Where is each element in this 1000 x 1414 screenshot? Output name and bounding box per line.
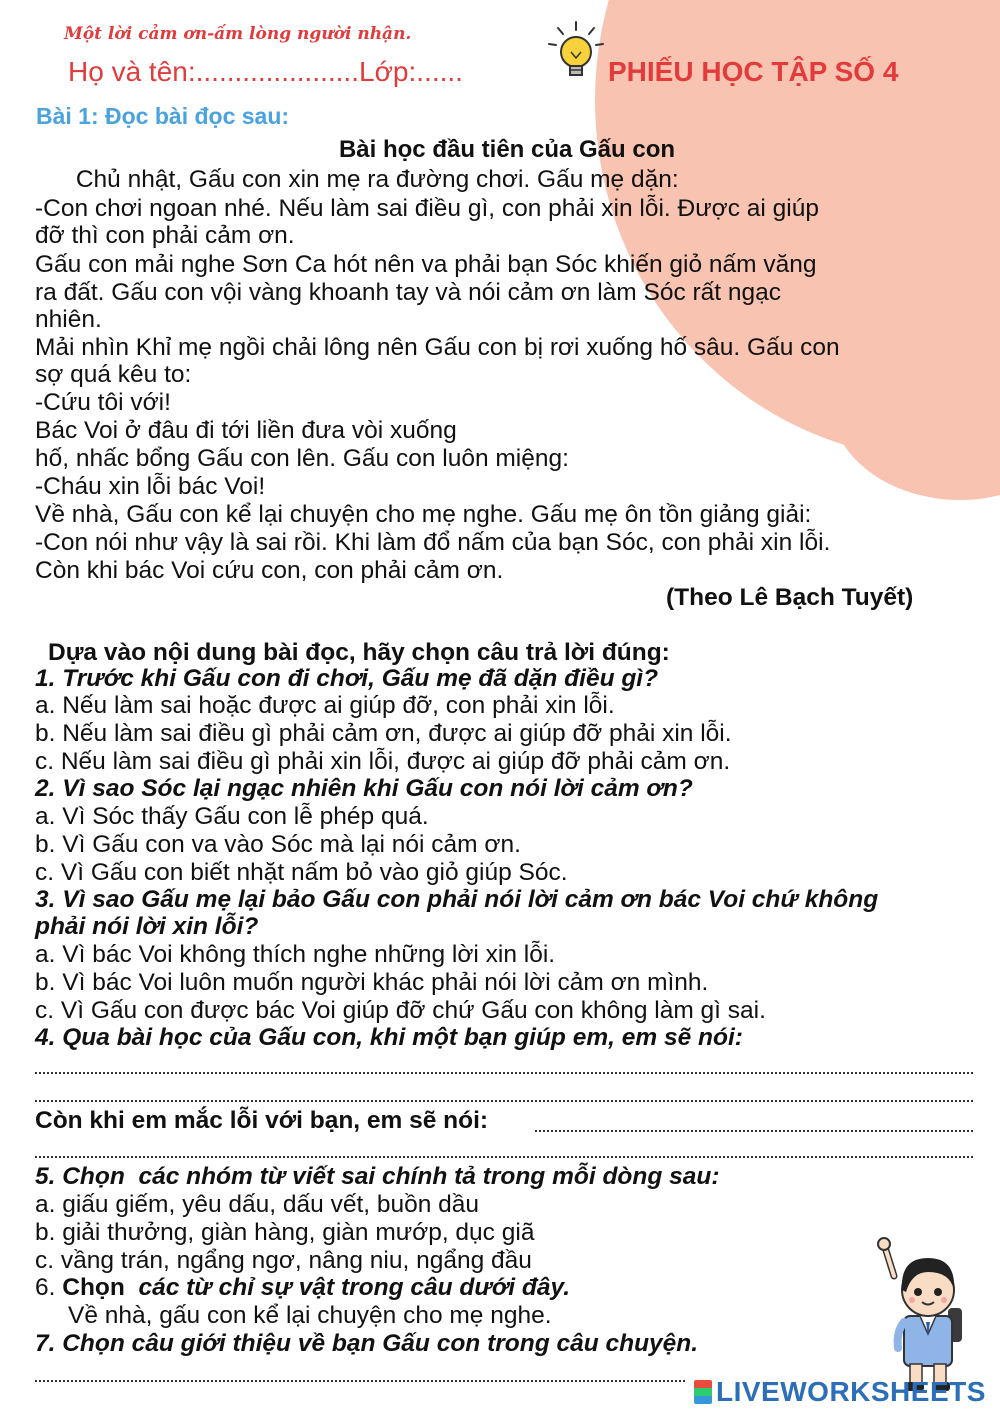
story-line: đỡ thì con phải cảm ơn. <box>35 222 295 249</box>
story-line: -Cứu tôi với! <box>35 389 171 416</box>
story-line: Về nhà, Gấu con kể lại chuyện cho mẹ nghe. Gấu mẹ ôn tồn giảng giải: <box>35 501 812 528</box>
brand-name: LIVEWORKSHEETS <box>716 1376 986 1407</box>
student-illustration <box>876 1236 976 1396</box>
answer-line[interactable] <box>35 1072 973 1074</box>
q1-option[interactable]: c. Nếu làm sai điều gì phải xin lỗi, được ai giúp đỡ phải cảm ơn. <box>35 748 731 775</box>
question-1: 1. Trước khi Gấu con đi chơi, Gấu mẹ đã dặn điều gì? <box>35 665 659 692</box>
story-line: Bác Voi ở đâu đi tới liền đưa vòi xuống <box>35 417 457 444</box>
answer-line[interactable] <box>535 1130 973 1132</box>
story-line: Gấu con mải nghe Sơn Ca hót nên va phải bạn Sóc khiến giỏ nấm văng <box>35 251 817 278</box>
question-3: phải nói lời xin lỗi? <box>35 913 259 940</box>
story-line: -Con nói như vậy là sai rồi. Khi làm đổ nấm của bạn Sóc, con phải xin lỗi. <box>35 529 831 556</box>
question-4: 4. Qua bài học của Gấu con, khi một bạn giúp em, em sẽ nói: <box>35 1024 743 1051</box>
story-line: ra đất. Gấu con vội vàng khoanh tay và nói cảm ơn làm Sóc rất ngạc <box>35 279 782 306</box>
story-source: (Theo Lê Bạch Tuyết) <box>666 584 914 611</box>
question-4b: Còn khi em mắc lỗi với bạn, em sẽ nói: <box>35 1107 489 1134</box>
lightbulb-icon <box>546 20 606 86</box>
liveworksheets-logo-icon <box>694 1380 712 1404</box>
question-7: 7. Chọn câu giới thiệu về bạn Gấu con trong câu chuyện. <box>35 1330 699 1357</box>
questions-intro: Dựa vào nội dung bài đọc, hãy chọn câu trả lời đúng: <box>48 639 670 666</box>
story-line: hố, nhấc bổng Gấu con lên. Gấu con luôn miệng: <box>35 445 569 472</box>
exercise-1-title: Bài 1: Đọc bài đọc sau: <box>36 103 290 129</box>
story-line: Mải nhìn Khỉ mẹ ngồi chải lông nên Gấu con bị rơi xuống hố sâu. Gấu con <box>35 334 840 361</box>
story-line: -Con chơi ngoan nhé. Nếu làm sai điều gì, con phải xin lỗi. Được ai giúp <box>35 195 819 222</box>
story-line: sợ quá kêu to: <box>35 361 192 388</box>
q5-option[interactable]: c. vầng trán, ngẩng ngơ, nâng niu, ngẩng đầu <box>35 1247 532 1274</box>
question-3: 3. Vì sao Gấu mẹ lại bảo Gấu con phải nói lời cảm ơn bác Voi chứ không <box>35 886 879 913</box>
answer-line[interactable] <box>35 1380 685 1382</box>
q3-option[interactable]: a. Vì bác Voi không thích nghe những lời xin lỗi. <box>35 941 556 968</box>
answer-line[interactable] <box>35 1100 973 1102</box>
question-5: 5. Chọn các nhóm từ viết sai chính tả trong mỗi dòng sau: <box>35 1163 720 1190</box>
story-line: -Cháu xin lỗi bác Voi! <box>35 473 266 500</box>
story-title: Bài học đầu tiên của Gấu con <box>338 136 676 163</box>
q6-text: các từ chỉ sự vật trong câu dưới đây. <box>124 1274 570 1301</box>
q1-option[interactable]: b. Nếu làm sai điều gì phải cảm ơn, được ai giúp đỡ phải xin lỗi. <box>35 720 732 747</box>
name-class-field[interactable]: Họ và tên:.....................Lớp:...... <box>68 56 463 87</box>
q6-verb: Chọn <box>62 1274 125 1301</box>
story-line: Còn khi bác Voi cứu con, con phải cảm ơn. <box>35 557 504 584</box>
q2-option[interactable]: c. Vì Gấu con biết nhặt nấm bỏ vào giỏ giúp Sóc. <box>35 859 568 886</box>
answer-line[interactable] <box>35 1156 973 1158</box>
story-line: Chủ nhật, Gấu con xin mẹ ra đường chơi. Gấu mẹ dặn: <box>35 166 679 193</box>
sheet-title: PHIẾU HỌC TẬP SỐ 4 <box>608 56 899 87</box>
question-6 <box>35 1274 570 1302</box>
q3-option[interactable]: b. Vì bác Voi luôn muốn người khác phải nói lời cảm ơn mình. <box>35 969 709 996</box>
motto: Một lời cảm ơn-ấm lòng người nhận. <box>64 24 412 44</box>
story-line: nhiên. <box>35 306 102 333</box>
q5-option[interactable]: b. giải thưởng, giàn hàng, giàn mướp, dục giã <box>35 1219 535 1246</box>
q2-option[interactable]: b. Vì Gấu con va vào Sóc mà lại nói cảm ơn. <box>35 831 521 858</box>
q1-option[interactable]: a. Nếu làm sai hoặc được ai giúp đỡ, con phải xin lỗi. <box>35 692 615 719</box>
q6-number: 6. <box>35 1274 56 1301</box>
q2-option[interactable]: a. Vì Sóc thấy Gấu con lễ phép quá. <box>35 803 429 830</box>
q5-option[interactable]: a. giấu giếm, yêu dấu, dấu vết, buồn dầu <box>35 1191 480 1218</box>
question-2: 2. Vì sao Sóc lại ngạc nhiên khi Gấu con nói lời cảm ơn? <box>35 775 693 802</box>
brand-logo <box>694 1376 986 1408</box>
q3-option[interactable]: c. Vì Gấu con được bác Voi giúp đỡ chứ Gấu con không làm gì sai. <box>35 997 766 1024</box>
q6-sentence: Về nhà, gấu con kể lại chuyện cho mẹ nghe. <box>68 1302 552 1329</box>
